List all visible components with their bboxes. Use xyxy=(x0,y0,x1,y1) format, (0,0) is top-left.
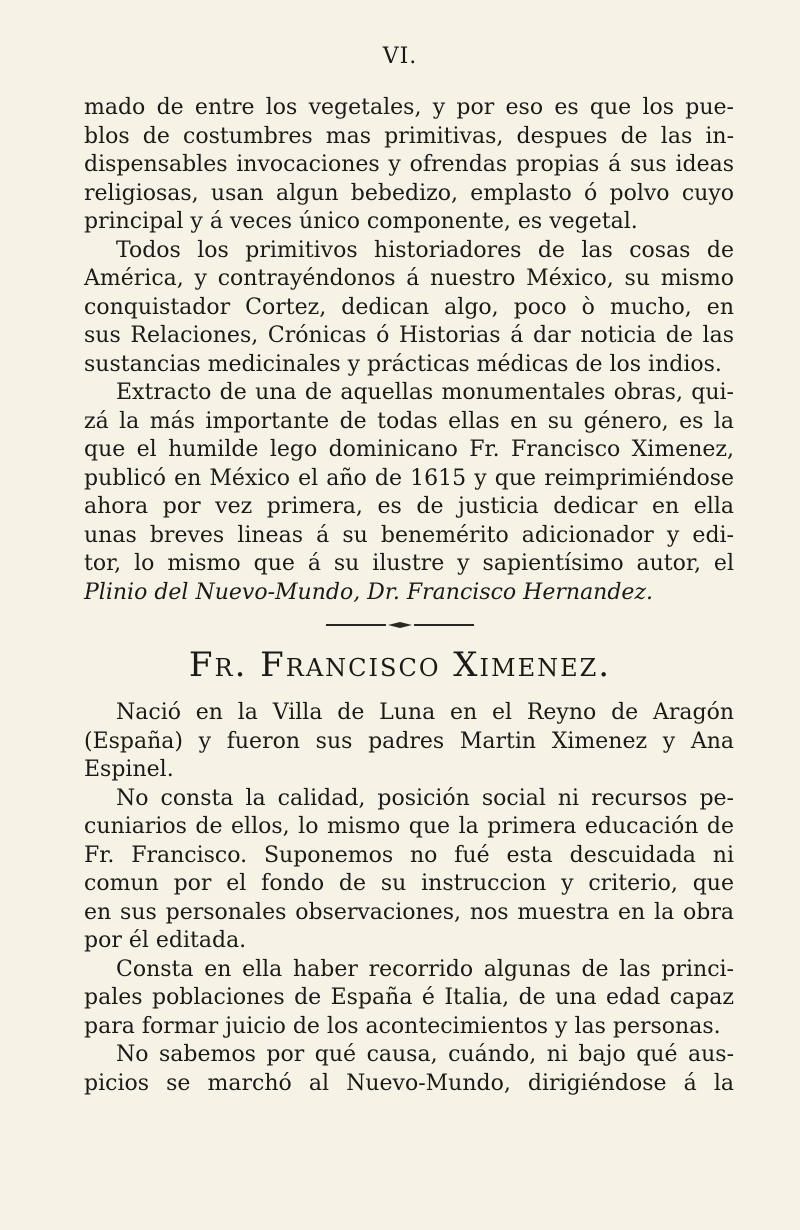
text-line: América, y contrayéndonos á nuestro México, su mismo xyxy=(84,266,734,291)
text-line: conquistador Cortez, dedican algo, poco ò mucho, en xyxy=(84,294,734,320)
text-line: Nació en la Villa de Luna en el Reyno de Aragón xyxy=(116,700,734,725)
text-line-italic: Plinio del Nuevo-Mundo, Dr. Francisco Hernandez. xyxy=(84,579,654,605)
text-line: cuniarios de ellos, lo mismo que la primera educación de xyxy=(84,814,734,839)
text-line: sus Relaciones, Crónicas ó Historias á dar noticia de las xyxy=(84,323,734,348)
text-line: por él editada. xyxy=(84,928,247,953)
text-line: Consta en ella haber recorrido algunas de las princi- xyxy=(116,956,734,982)
text-line: en sus personales observaciones, nos muestra en la obra xyxy=(84,899,734,925)
text-line: ahora por vez primera, es de justicia dedicar en ella xyxy=(84,494,734,519)
text-line: principal y á veces único componente, es vegetal. xyxy=(84,209,638,234)
text-line: tor, lo mismo que á su ilustre y sapientísimo autor, el xyxy=(84,551,734,576)
text-line: pales poblaciones de España é Italia, de una edad capaz xyxy=(84,985,734,1010)
text-line: publicó en México el año de 1615 y que reimprimiéndose xyxy=(84,465,734,491)
text-line: que el humilde lego dominicano Fr. Francisco Ximenez, xyxy=(84,437,734,462)
text-line: religiosas, usan algun bebedizo, emplasto ó polvo cuyo xyxy=(84,180,734,206)
section-heading: Fr. Francisco Ximenez. xyxy=(188,645,612,685)
text-line: (España) y fueron sus padres Martin Ximenez y Ana xyxy=(84,728,734,754)
page-number: VI. xyxy=(382,44,418,69)
text-line: No consta la calidad, posición social ni recursos pe- xyxy=(116,785,734,811)
text-line: zá la más importante de todas ellas en su género, es la xyxy=(84,408,734,434)
text-line: blos de costumbres mas primitivas, despues de las in- xyxy=(84,123,734,149)
text-line: sustancias medicinales y prácticas médicas de los indios. xyxy=(84,351,722,377)
text-line: dispensables invocaciones y ofrendas propias á sus ideas xyxy=(84,152,734,177)
text-line: unas breves lineas á su benemérito adicionador y edi- xyxy=(84,522,734,548)
ornamental-divider xyxy=(326,621,474,629)
text-line: Extracto de una de aquellas monumentales obras, qui- xyxy=(116,380,734,405)
text-line: Todos los primitivos historiadores de las cosas de xyxy=(116,237,734,263)
text-line: Espinel. xyxy=(84,757,174,782)
text-line: comun por el fondo de su instruccion y criterio, que xyxy=(84,871,734,896)
text-line: mado de entre los vegetales, y por eso es que los pue- xyxy=(84,95,734,120)
divider-ornament-icon xyxy=(386,621,414,629)
text-line: picios se marchó al Nuevo-Mundo, dirigiéndose á la xyxy=(84,1070,734,1096)
text-line: No sabemos por qué causa, cuándo, ni bajo qué aus- xyxy=(116,1042,734,1067)
text-line: para formar juicio de los acontecimientos y las personas. xyxy=(84,1013,721,1039)
text-line: Fr. Francisco. Suponemos no fué esta descuidada ni xyxy=(84,842,734,868)
